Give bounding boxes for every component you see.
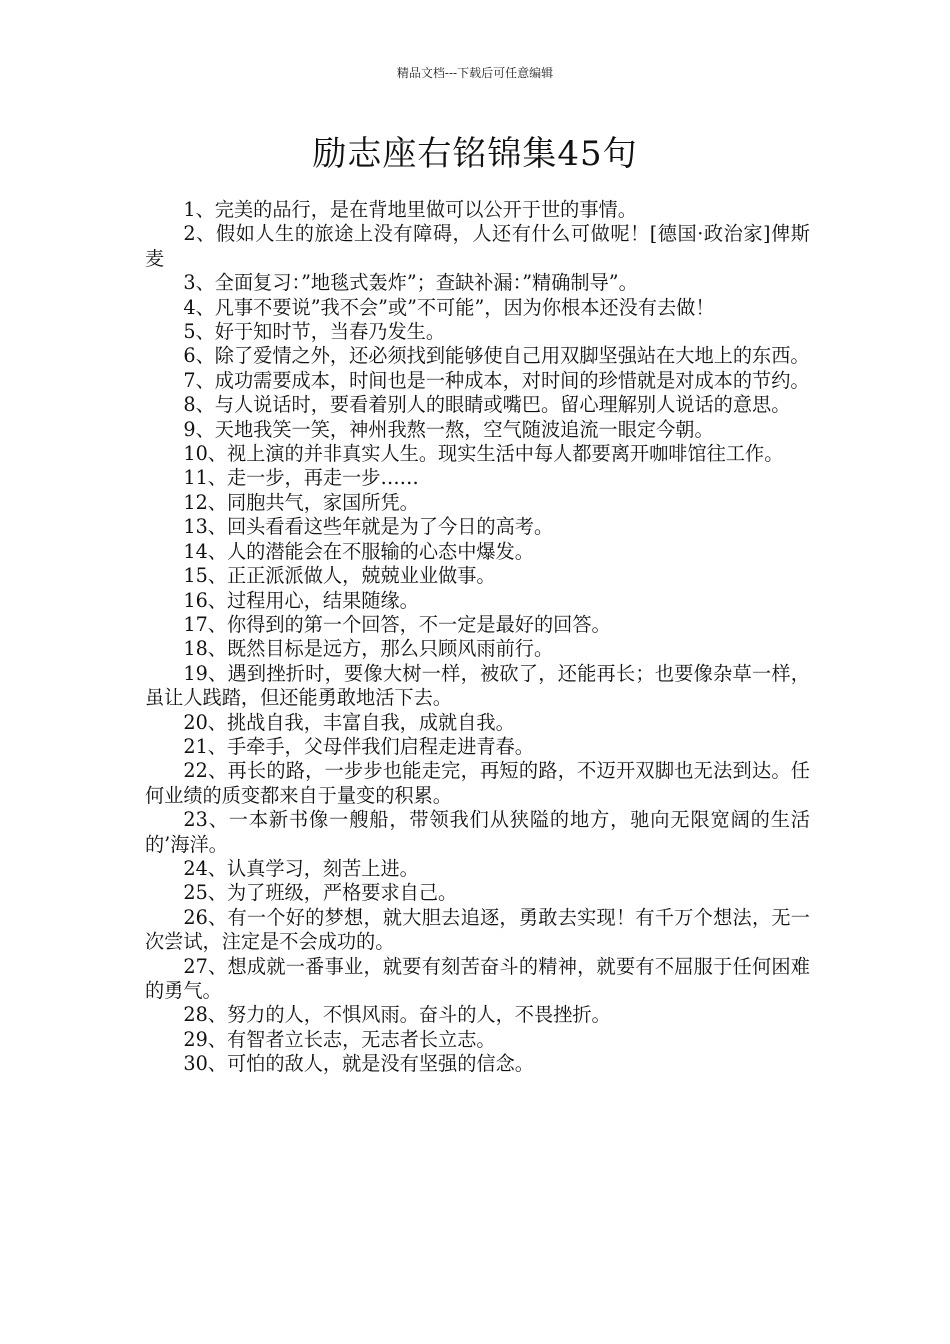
list-item: 29、有智者立长志，无志者长立志。 xyxy=(183,1027,496,1051)
list-item: 15、正正派派做人，兢兢业业做事。 xyxy=(183,564,496,588)
list-item: 8、与人说话时，要看着别人的眼睛或嘴巴。留心理解别人说话的意思。 xyxy=(183,393,791,417)
list-item: 2、假如人生的旅途上没有障碍，人还有什么可做呢！[德国·政治家]俾斯麦 xyxy=(145,222,810,270)
list-item: 10、视上演的并非真实人生。现实生活中每人都要离开咖啡馆往工作。 xyxy=(183,442,784,466)
list-item: 28、努力的人，不惧风雨。奋斗的人，不畏挫折。 xyxy=(183,1003,611,1027)
list-item: 21、手牵手，父母伴我们启程走进青春。 xyxy=(183,734,534,758)
list-item: 23、一本新书像一艘船，带领我们从狭隘的地方，驰向无限宽阔的生活的’海洋。 xyxy=(145,808,810,856)
list-item: 14、人的潜能会在不服输的心态中爆发。 xyxy=(183,539,534,563)
list-item: 25、为了班级，严格要求自己。 xyxy=(183,881,458,905)
list-item: 4、凡事不要说”我不会”或”不可能”，因为你根本还没有去做！ xyxy=(183,295,715,319)
list-item: 26、有一个好的梦想，就大胆去追逐，勇敢去实现！有千万个想法，无一次尝试，注定是不会成功的。 xyxy=(145,905,810,954)
list-item: 7、成功需要成本，时间也是一种成本，对时间的珍惜就是对成本的节约。 xyxy=(183,368,810,392)
quote-list xyxy=(145,198,810,1077)
list-item: 1、完美的品行，是在背地里做可以公开于世的事情。 xyxy=(183,198,637,221)
list-item: 6、除了爱情之外，还必须找到能够使自己用双脚坚强站在大地上的东西。 xyxy=(183,344,810,368)
list-item: 17、你得到的第一个回答，不一定是最好的回答。 xyxy=(183,612,611,636)
document-title: 励志座右铭锦集45句 xyxy=(312,134,638,174)
list-item: 24、认真学习，刻苦上进。 xyxy=(183,856,419,880)
list-item: 27、想成就一番事业，就要有刻苦奋斗的精神，就要有不屈服于任何困难的勇气。 xyxy=(145,954,810,1002)
list-item: 12、同胞共气，家国所凭。 xyxy=(183,490,419,514)
list-item: 22、再长的路，一步步也能走完，再短的路，不迈开双脚也无法到达。任何业绩的质变都来自于量变的积累。 xyxy=(145,759,810,807)
list-item: 20、挑战自我，丰富自我，成就自我。 xyxy=(183,710,515,734)
header-note: 精品文档---下载后可任意编辑 xyxy=(396,66,554,80)
list-item: 13、回头看看这些年就是为了今日的高考。 xyxy=(183,515,554,539)
list-item: 3、全面复习：”地毯式轰炸”；查缺补漏：”精确制导”。 xyxy=(183,271,638,295)
list-item: 30、可怕的敌人，就是没有坚强的信念。 xyxy=(183,1052,534,1076)
list-item: 18、既然目标是远方，那么只顾风雨前行。 xyxy=(183,637,554,661)
list-item: 5、好于知时节，当春乃发生。 xyxy=(183,320,446,344)
list-item: 11、走一步，再走一步…… xyxy=(183,466,419,490)
list-item: 9、天地我笑一笑，神州我熬一熬，空气随波追流一眼定今朝。 xyxy=(183,417,714,441)
list-item: 19、遇到挫折时，要像大树一样，被砍了，还能再长；也要像杂草一样，虽让人践踏，但还能勇敢地活下去。 xyxy=(145,661,810,710)
list-item: 16、过程用心，结果随缘。 xyxy=(183,588,419,612)
